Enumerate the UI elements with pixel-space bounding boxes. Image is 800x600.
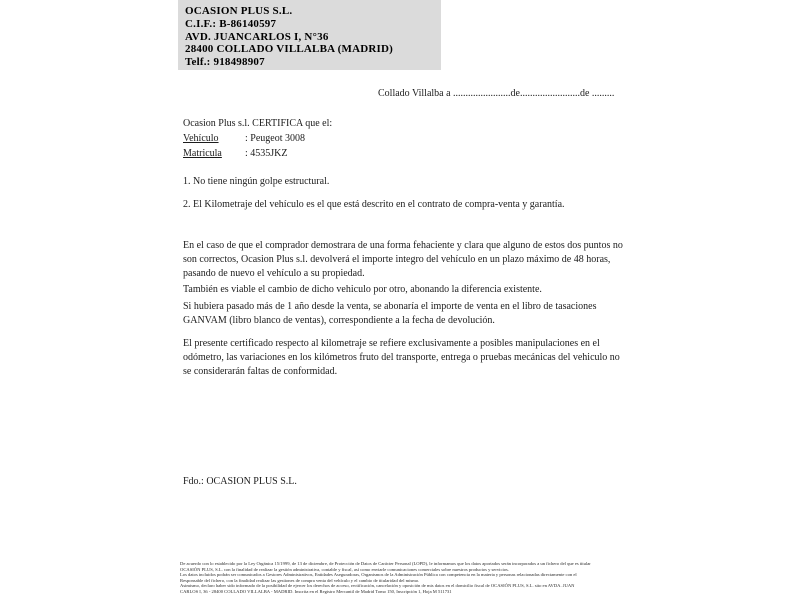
paragraph-line: Si hubiera pasado más de 1 año desde la venta, se abonaría el importe de venta en el libro de tasaciones xyxy=(183,301,597,312)
paragraph-odometer-disclaimer xyxy=(183,337,620,380)
paragraph-ganvam-valuation xyxy=(183,300,596,328)
company-header-box xyxy=(178,0,441,70)
paragraph-refund-terms xyxy=(183,239,623,282)
company-name: OCASION PLUS S.L. xyxy=(185,5,293,17)
legal-line: OCASIÓN PLUS, S.L. con la finalidad de realizar la gestión administrativa, contable y fiscal, así como enviarle comunicaciones comerciales sobre nuestros productos y servicios. xyxy=(180,566,509,572)
certify-heading: Ocasion Plus s.l. CERTIFICA que el: xyxy=(183,118,333,129)
company-phone: Telf.: 918498907 xyxy=(185,56,265,69)
plate-line xyxy=(183,146,332,161)
legal-fine-print xyxy=(180,561,640,594)
paragraph-line: También es viable el cambio de dicho vehiculo por otro, abonando la diferencia existente. xyxy=(183,284,542,295)
paragraph-line: odómetro, las variaciones en los kilómetros fruto del transporte, entrega o pruebas mecánicas del vehiculo no xyxy=(183,352,620,364)
vehicle-value: : Peugeot 3008 xyxy=(245,133,305,144)
date-fill-in-line: Collado Villalba a .......................de........................de ......... xyxy=(378,88,615,99)
paragraph-line: El presente certificado respecto al kilometraje se refiere exclusivamente a posibles manipulaciones en el xyxy=(183,338,600,349)
paragraph-line: se considerarán faltas de conformidad. xyxy=(183,366,338,378)
paragraph-exchange-option xyxy=(183,283,542,297)
signature-line: Fdo.: OCASION PLUS S.L. xyxy=(183,476,297,487)
paragraph-line: GANVAM (libro blanco de ventas), correspondiente a la fecha de devolución. xyxy=(183,315,495,327)
certified-point-1: 1. No tiene ningún golpe estructural. xyxy=(183,176,330,187)
plate-value: : 4535JKZ xyxy=(245,148,288,159)
vehicle-line xyxy=(183,131,332,146)
paragraph-line: pasando de nuevo el vehículo a su propiedad. xyxy=(183,268,365,280)
legal-line: Los datos incluidos podrán ser comunicados a Gestores Administrativos, Entidades Aseguradoras, Organismos de la Administración Pública con competencia en la materia y personas relacionadas directamente con el xyxy=(180,572,577,577)
legal-line: Responsable del fichero, con la finalidad realizar las gestiones de compra venta del vehículo y el cambio de titularidad del mismo. xyxy=(180,577,420,583)
legal-line: De acuerdo con lo establecido por la Ley Orgánica 15/1999, de 13 de diciembre, de Protección de Datos de Carácter Personal (LOPD), le informamos que los datos aportados serán incorporados a un fichero del que es titular xyxy=(180,561,591,566)
vehicle-label: Vehículo xyxy=(183,133,219,144)
paragraph-line: son correctos, Ocasion Plus s.l. devolverá el importe integro del vehículo en un plazo máximo de 48 horas, xyxy=(183,254,611,266)
legal-line: CARLOS I, 36 - 28400 COLLADO VILLALBA - MADRID. Inscrita en el Registro Mercantil de Madrid Tomo 150, Inscripción 1, Hoja M 511731 xyxy=(180,588,452,594)
legal-line: Asimismo, declaro haber sido informado de la posibilidad de ejercer los derechos de acceso, rectificación, cancelación y oposición de mis datos en el domicilio fiscal de OCASIÓN PLUS, S.L. sito en AVDA. JUAN xyxy=(180,583,575,588)
certification-block xyxy=(183,116,332,161)
company-address-street: AVD. JUANCARLOS I, N°36 xyxy=(185,30,329,43)
certified-point-2: 2. El Kilometraje del vehículo es el que está descrito en el contrato de compra-venta y garantía. xyxy=(183,199,565,210)
company-cif: C.I.F.: B-86140597 xyxy=(185,17,277,30)
company-address-city: 28400 COLLADO VILLALBA (MADRID) xyxy=(185,43,393,56)
plate-label: Matricula xyxy=(183,148,222,159)
paragraph-line: En el caso de que el comprador demostrara de una forma fehaciente y clara que alguno de estos dos puntos no xyxy=(183,240,623,251)
